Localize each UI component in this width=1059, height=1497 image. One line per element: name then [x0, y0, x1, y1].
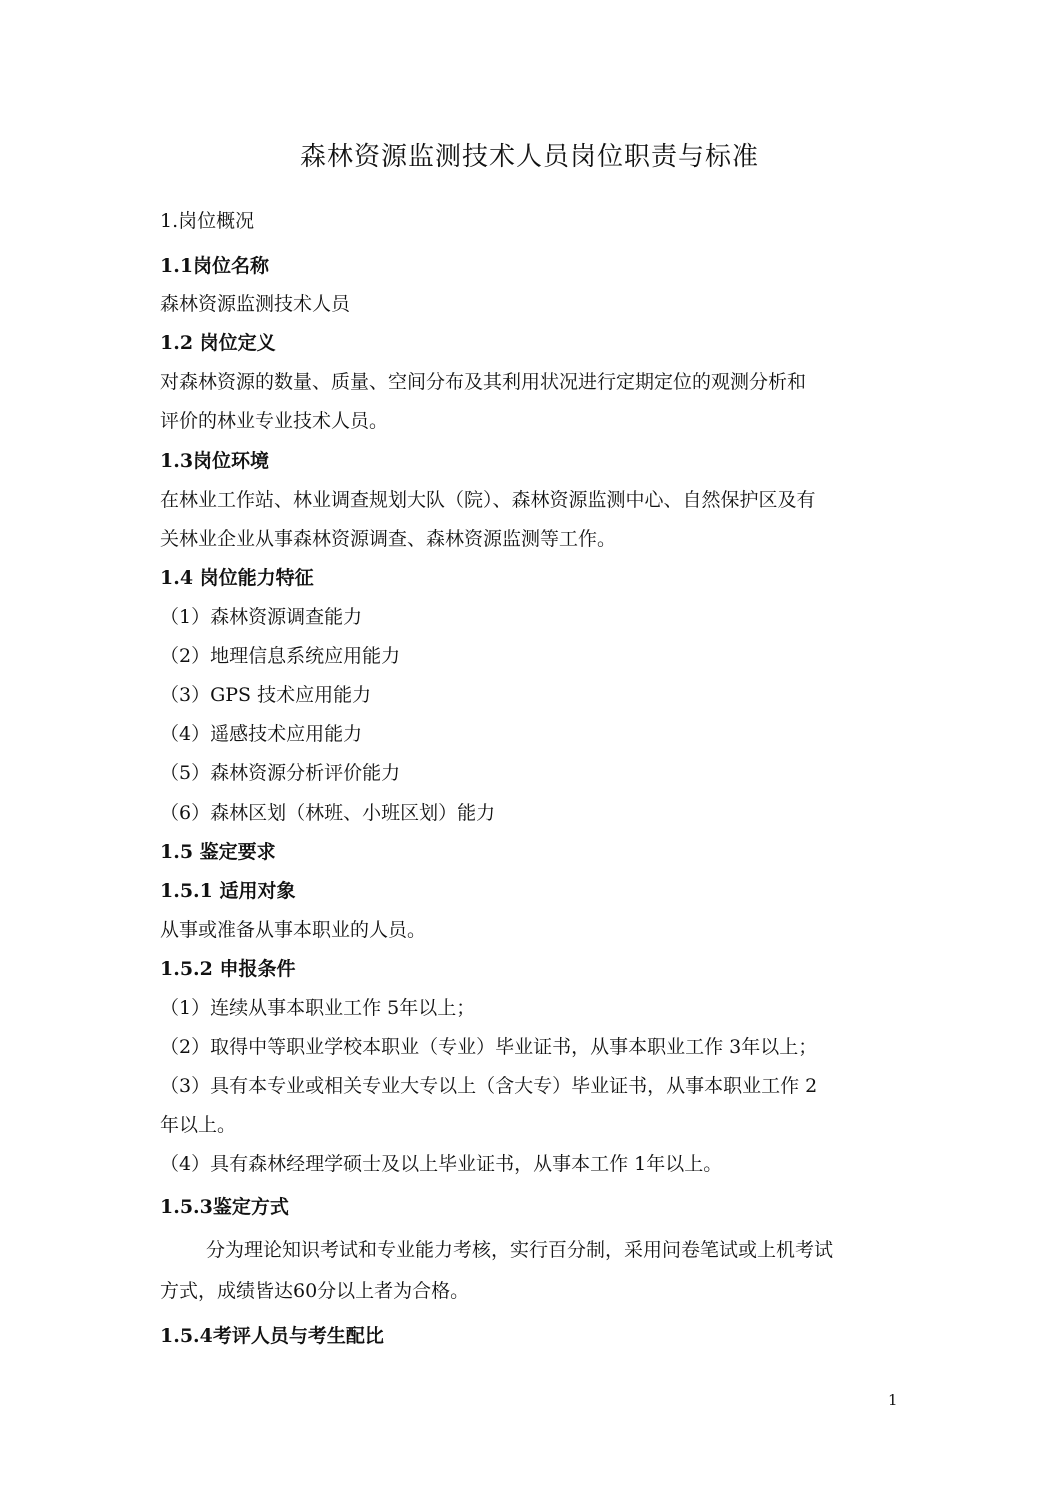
page-title: 森林资源监测技术人员岗位职责与标准 [299, 142, 759, 172]
subsection-heading: 1.2 岗位定义 [160, 332, 276, 354]
page-number: 1 [888, 1391, 898, 1409]
paragraph-line: 评价的林业专业技术人员。 [160, 410, 389, 432]
subsection-heading: 1.1岗位名称 [160, 255, 270, 277]
list-item: （2）取得中等职业学校本职业（专业）毕业证书，从事本职业工作 3年以上； [160, 1036, 818, 1058]
section-heading: 1.岗位概况 [160, 210, 255, 232]
subsection-heading: 1.5.4考评人员与考生配比 [160, 1325, 384, 1347]
paragraph-line: 对森林资源的数量、质量、空间分布及其利用状况进行定期定位的观测分析和 [160, 371, 807, 393]
list-item: （3）GPS 技术应用能力 [160, 684, 372, 706]
subsection-heading: 1.3岗位环境 [160, 450, 270, 472]
paragraph-line: 关林业企业从事森林资源调查、森林资源监测等工作。 [160, 528, 617, 550]
list-item: （3）具有本专业或相关专业大专以上（含大专）毕业证书，从事本职业工作 2 [160, 1075, 818, 1097]
list-item: （6）森林区划（林班、小班区划）能力 [160, 802, 496, 824]
list-item: （4）具有森林经理学硕士及以上毕业证书，从事本工作 1年以上。 [160, 1153, 723, 1175]
subsection-heading: 1.5 鉴定要求 [160, 841, 276, 863]
paragraph-line: 年以上。 [160, 1114, 237, 1136]
paragraph-line: 方式，成绩皆达60分以上者为合格。 [160, 1280, 470, 1302]
subsection-heading: 1.5.2 申报条件 [160, 958, 296, 980]
list-item: （4）遥感技术应用能力 [160, 723, 363, 745]
paragraph-line: 森林资源监测技术人员 [160, 293, 351, 315]
list-item: （1）连续从事本职业工作 5年以上； [160, 997, 476, 1019]
paragraph-line: 从事或准备从事本职业的人员。 [160, 919, 427, 941]
list-item: （1）森林资源调查能力 [160, 606, 363, 628]
list-item: （2）地理信息系统应用能力 [160, 645, 401, 667]
paragraph-line: 在林业工作站、林业调查规划大队（院）、森林资源监测中心、自然保护区及有 [160, 489, 816, 511]
subsection-heading: 1.4 岗位能力特征 [160, 567, 314, 589]
list-item: （5）森林资源分析评价能力 [160, 762, 401, 784]
subsection-heading: 1.5.1 适用对象 [160, 880, 296, 902]
paragraph-line: 分为理论知识考试和专业能力考核，实行百分制，采用问卷笔试或上机考试 [206, 1239, 834, 1261]
subsection-heading: 1.5.3鉴定方式 [160, 1196, 289, 1218]
